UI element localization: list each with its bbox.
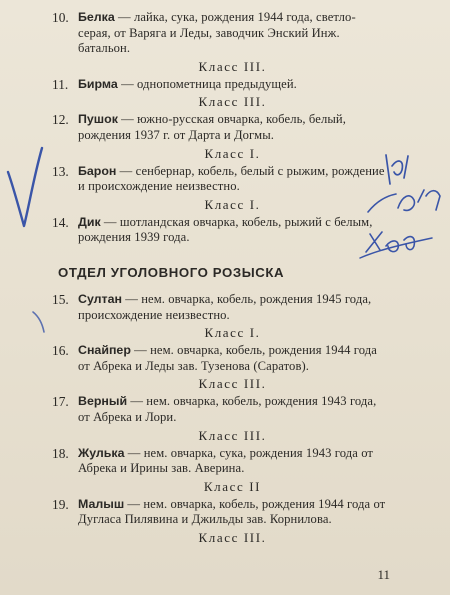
class-label: Класс I. — [204, 145, 261, 161]
class-label: Класс III. — [198, 94, 267, 110]
class-label: Класс I. — [204, 196, 261, 212]
page-number: 11 — [377, 567, 390, 582]
entry-number: 10. — [52, 10, 69, 25]
entry-18 — [52, 446, 387, 477]
dog-description: — нем. овчарка, кобель, рождения 1944 года от Дугласа Пилявина и Джильды зав. Корнилова. — [78, 496, 386, 527]
entry-17 — [52, 394, 387, 425]
dog-name: Малыш — [78, 496, 125, 511]
dog-name: Султан — [78, 291, 122, 306]
catalog-entries — [52, 10, 387, 548]
entry-15 — [52, 292, 387, 323]
entry-number: 13. — [52, 163, 69, 179]
entry-number: 18. — [52, 445, 69, 461]
dog-name: Дик — [78, 214, 101, 229]
dog-description: — южно-русская овчарка, кобель, белый, рождения 1937 г. от Дарта и Догмы. — [78, 112, 346, 142]
entry-number: 15. — [52, 291, 69, 307]
dog-description: — нем. овчарка, кобель, рождения 1945 года, происхождение неизвестно. — [78, 291, 372, 322]
entry-number: 11. — [52, 76, 69, 92]
entry-number: 16. — [52, 343, 69, 359]
handwritten-note-1-icon — [386, 155, 408, 184]
dog-name: Барон — [78, 163, 117, 178]
entry-number: 12. — [52, 112, 69, 128]
checkmark-icon — [8, 148, 42, 226]
class-label: Класс III. — [198, 427, 267, 443]
dog-name: Белка — [78, 10, 115, 24]
dog-description: — нем. овчарка, кобель, рождения 1944 года от Абрека и Леды зав. Тузенова (Саратов). — [78, 343, 377, 373]
entry-number: 14. — [52, 214, 69, 230]
section-title: ОТДЕЛ УГОЛОВНОГО РОЗЫСКА — [58, 264, 285, 280]
margin-tick-icon — [33, 312, 44, 332]
entry-14 — [52, 215, 387, 246]
dog-description: — нем. овчарка, кобель, рождения 1943 года, от Абрека и Лори. — [78, 394, 377, 424]
class-label: Класс II — [203, 478, 262, 494]
entry-12 — [52, 112, 387, 143]
class-label: Класс III. — [198, 376, 267, 392]
entry-11 — [52, 77, 387, 93]
entry-16 — [52, 343, 387, 374]
entry-number: 17. — [52, 394, 69, 410]
dog-name: Жулька — [78, 445, 125, 460]
entry-10 — [52, 10, 387, 57]
dog-name: Бирма — [78, 76, 118, 91]
dog-name: Пушок — [78, 112, 118, 127]
dog-description: — шотландская овчарка, кобель, рыжий с белым, рождения 1939 года. — [78, 214, 373, 245]
dog-description: — лайка, сука, рождения 1944 года, светло-серая, от Варяга и Леды, заводчик Энский Инж. батальон. — [78, 10, 356, 56]
dog-description: — нем. овчарка, сука, рождения 1943 года от Абрека и Ирины зав. Аверина. — [78, 445, 374, 476]
class-label: Класс III. — [198, 58, 267, 74]
class-label: Класс I. — [204, 325, 261, 341]
dog-description: — однопометница предыдущей. — [117, 76, 297, 91]
class-label: Класс III. — [198, 529, 267, 545]
entry-number: 19. — [52, 496, 69, 512]
entry-13 — [52, 164, 387, 195]
dog-name: Верный — [78, 394, 128, 409]
dog-description: — сенбернар, кобель, белый с рыжим, рождение и происхождение неизвестно. — [78, 163, 385, 194]
entry-19 — [52, 497, 387, 528]
dog-name: Снайпер — [78, 343, 131, 358]
